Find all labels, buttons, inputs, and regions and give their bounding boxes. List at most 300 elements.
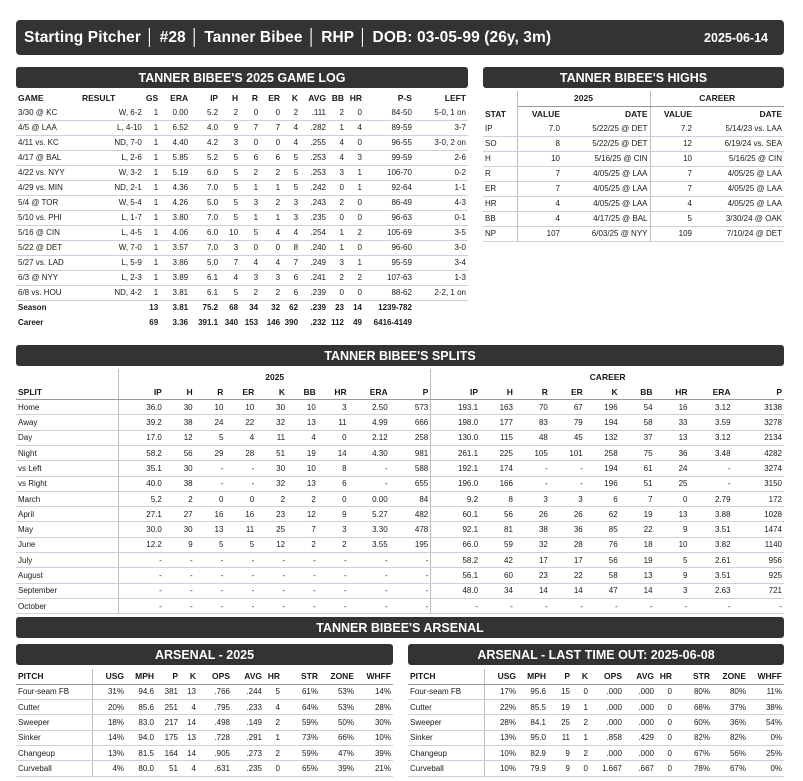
table-cell: 1 [260, 210, 282, 225]
table-cell: 95.6 [518, 684, 548, 699]
table-cell: - [318, 598, 349, 613]
table-cell: 22 [225, 415, 256, 430]
table-row [16, 507, 784, 522]
table-row [408, 761, 784, 776]
arsenal-season-table [16, 669, 393, 777]
table-cell [414, 300, 468, 315]
table-cell: 80% [712, 684, 748, 699]
table-cell: W, 5-4 [80, 195, 144, 210]
table-cell: 2 [260, 165, 282, 180]
table-cell: Cutter [16, 700, 92, 715]
table-cell: 5 [220, 180, 240, 195]
table-cell: 29 [195, 445, 226, 460]
table-cell: 30.0 [119, 522, 164, 537]
column-header: AVG [624, 669, 656, 684]
table-cell: 4/05/25 @ LAA [694, 196, 784, 211]
table-cell: 478 [390, 522, 431, 537]
table-cell: 1 [240, 180, 260, 195]
table-cell: 2 [240, 165, 260, 180]
arsenal-title: TANNER BIBEE'S ARSENAL [316, 620, 484, 635]
table-cell: 13 [195, 522, 226, 537]
table-row [483, 181, 784, 196]
table-cell: 92-64 [364, 180, 414, 195]
table-row [408, 745, 784, 760]
table-cell: .631 [198, 761, 232, 776]
table-cell: - [689, 598, 732, 613]
table-cell: 12 [650, 136, 694, 151]
table-cell: Sinker [408, 730, 484, 745]
table-cell: 60 [480, 568, 515, 583]
table-cell: 0 [656, 761, 674, 776]
table-cell: 3 [328, 165, 346, 180]
table-row [16, 568, 784, 583]
column-header: DATE [562, 106, 650, 121]
table-cell: 194 [585, 461, 620, 476]
table-cell: 30 [164, 522, 195, 537]
table-cell: 64% [282, 700, 320, 715]
table-cell: 5-0, 1 on [414, 105, 468, 120]
column-header: P [548, 669, 572, 684]
table-cell: 0 [240, 240, 260, 255]
table-cell: IP [483, 121, 517, 136]
table-row [16, 270, 468, 285]
table-cell: Four-seam FB [408, 684, 484, 699]
table-cell: 3-0 [414, 240, 468, 255]
table-cell: 6/8 vs. HOU [16, 285, 80, 300]
table-cell: 0 [264, 761, 282, 776]
highs-group-2025: 2025 [517, 91, 650, 106]
table-cell: 4 [287, 430, 318, 445]
table-cell: 5.2 [190, 105, 220, 120]
table-cell: 2 [264, 745, 282, 760]
table-cell: 9 [318, 507, 349, 522]
table-cell: - [287, 568, 318, 583]
table-cell: 981 [390, 445, 431, 460]
table-cell: 4 [328, 150, 346, 165]
table-cell: 2 [264, 715, 282, 730]
column-header: RESULT [81, 93, 116, 103]
table-cell: 0 [328, 210, 346, 225]
table-cell: Sweeper [16, 715, 92, 730]
table-cell: 3-4 [414, 255, 468, 270]
column-header: OPS [590, 669, 624, 684]
table-cell: - [287, 553, 318, 568]
table-cell: 4 [260, 225, 282, 240]
table-cell: 5/27 vs. LAD [16, 255, 80, 270]
table-cell: 11 [318, 415, 349, 430]
table-cell: 194 [585, 415, 620, 430]
table-cell: 10% [356, 730, 393, 745]
table-cell: 3.36 [172, 318, 189, 327]
table-cell: 35.1 [119, 461, 164, 476]
table-cell: 7 [287, 522, 318, 537]
table-cell: 3.12 [689, 400, 732, 415]
table-cell: 2 [260, 285, 282, 300]
table-cell: 1 [144, 270, 160, 285]
table-cell: 14 [620, 583, 655, 598]
table-row [16, 684, 393, 699]
table-cell: 3 [260, 270, 282, 285]
table-cell: 5 [195, 537, 226, 552]
table-cell: 2 [572, 745, 590, 760]
highs-section [483, 91, 784, 242]
column-header: R [195, 384, 226, 399]
table-cell: 174 [480, 461, 515, 476]
table-cell: 89-59 [364, 120, 414, 135]
table-cell: 7.2 [650, 121, 694, 136]
highs-title: TANNER BIBEE'S HIGHS [559, 70, 708, 85]
table-row [16, 598, 784, 613]
table-cell: - [225, 568, 256, 583]
table-cell: 5/16/25 @ CIN [562, 151, 650, 166]
table-cell: - [164, 568, 195, 583]
table-cell: - [480, 598, 515, 613]
table-cell: 6 [240, 150, 260, 165]
table-row [16, 553, 784, 568]
table-cell: - [195, 461, 226, 476]
table-cell: 9.2 [431, 491, 480, 506]
table-cell: 23 [515, 568, 550, 583]
table-cell: 6 [585, 491, 620, 506]
table-cell: W, 6-2 [80, 105, 144, 120]
table-cell: 666 [390, 415, 431, 430]
table-cell: 4 [260, 255, 282, 270]
table-cell: 67% [712, 761, 748, 776]
table-cell: - [349, 476, 390, 491]
table-cell: 6 [260, 150, 282, 165]
table-cell: Cutter [408, 700, 484, 715]
table-row [16, 120, 468, 135]
table-cell: 56 [585, 553, 620, 568]
table-cell: 3.82 [689, 537, 732, 552]
table-cell: 0 [318, 430, 349, 445]
table-cell: 7 [650, 181, 694, 196]
table-cell: 105 [515, 445, 550, 460]
table-cell: 0.00 [160, 105, 190, 120]
table-cell: 16 [225, 507, 256, 522]
table-row [16, 761, 393, 776]
table-cell: 1-3 [414, 270, 468, 285]
table-cell: 30% [356, 715, 393, 730]
table-cell: 51 [256, 445, 287, 460]
table-cell: 4/05/25 @ LAA [694, 181, 784, 196]
table-cell: 6 [282, 270, 300, 285]
table-cell: 83 [515, 415, 550, 430]
table-cell: .240 [300, 240, 328, 255]
table-cell: 73% [282, 730, 320, 745]
table-cell: 58 [585, 568, 620, 583]
header-row [16, 91, 468, 105]
table-cell: 3-0, 2 on [414, 135, 468, 150]
table-cell: 0 [656, 730, 674, 745]
table-cell: 81 [480, 522, 515, 537]
table-cell: - [390, 598, 431, 613]
column-header: STR [674, 669, 712, 684]
table-cell: 85 [585, 522, 620, 537]
column-header: VALUE [531, 108, 560, 119]
table-cell: 4 [264, 700, 282, 715]
table-cell: 10 [225, 400, 256, 415]
table-cell: 28% [356, 700, 393, 715]
table-cell: 6.1 [190, 285, 220, 300]
table-cell: 80.0 [126, 761, 156, 776]
table-cell: 0 [656, 684, 674, 699]
table-cell: W, 7-0 [80, 240, 144, 255]
table-cell: 3 [655, 583, 690, 598]
table-cell: 33 [655, 415, 690, 430]
table-cell: 13 [180, 684, 198, 699]
table-cell: 19 [287, 445, 318, 460]
column-header: BB [287, 384, 318, 399]
table-cell: ND, 7-0 [80, 135, 144, 150]
table-cell: .253 [300, 165, 328, 180]
table-cell: 4 [180, 761, 198, 776]
table-cell: - [689, 461, 732, 476]
table-cell: 5/22/25 @ DET [562, 136, 650, 151]
table-cell: 3.80 [160, 210, 190, 225]
table-cell: 26 [515, 507, 550, 522]
table-cell: 7.0 [190, 180, 220, 195]
table-cell: 2 [282, 105, 300, 120]
table-cell: 10 [195, 400, 226, 415]
table-cell: 195 [390, 537, 431, 552]
table-row [16, 445, 784, 460]
table-cell: 5 [655, 553, 690, 568]
table-cell: 92.1 [431, 522, 480, 537]
table-cell: 3.55 [349, 537, 390, 552]
table-cell: Sinker [16, 730, 92, 745]
table-cell: 14 [346, 300, 364, 315]
table-cell: 81.5 [126, 745, 156, 760]
table-cell: 3.48 [689, 445, 732, 460]
table-cell: 11 [256, 430, 287, 445]
table-cell: .498 [198, 715, 232, 730]
table-cell: 1 [240, 210, 260, 225]
table-cell: 27 [164, 507, 195, 522]
table-cell: - [195, 598, 226, 613]
table-cell: 5/16/25 @ CIN [694, 151, 784, 166]
table-cell: 4 [180, 700, 198, 715]
table-cell: June [16, 537, 119, 552]
table-cell: 5/4 @ TOR [16, 195, 80, 210]
splits-group-2025: 2025 [119, 369, 431, 384]
table-cell: March [16, 491, 119, 506]
table-cell: .241 [300, 270, 328, 285]
table-cell: April [16, 507, 119, 522]
column-header: ER [268, 93, 281, 103]
column-header: SPLIT [16, 384, 119, 399]
column-header: BB [620, 384, 655, 399]
table-cell: 9 [548, 761, 572, 776]
column-header: P [390, 384, 431, 399]
table-cell [80, 315, 144, 330]
table-cell: 6 [318, 476, 349, 491]
table-cell: 196.0 [431, 476, 480, 491]
table-cell: 53% [320, 700, 356, 715]
column-header: GS [145, 93, 159, 103]
table-cell: 47% [320, 745, 356, 760]
table-cell: 37 [620, 430, 655, 445]
table-cell: 4 [650, 196, 694, 211]
table-cell: 1 [144, 105, 160, 120]
table-cell: 4/17/25 @ BAL [562, 211, 650, 226]
column-header: R [251, 93, 259, 103]
table-cell: 4282 [733, 445, 784, 460]
gamelog-title-bar [16, 67, 468, 88]
table-row [408, 684, 784, 699]
table-cell: 19 [548, 700, 572, 715]
table-cell: 9 [164, 537, 195, 552]
table-cell: 59% [282, 715, 320, 730]
column-header: IP [119, 384, 164, 399]
table-cell: 13 [287, 476, 318, 491]
table-cell: 1 [144, 225, 160, 240]
table-cell: 62 [282, 300, 300, 315]
table-cell: - [550, 461, 585, 476]
table-cell: 4/29 vs. MIN [16, 180, 80, 195]
table-cell: - [119, 553, 164, 568]
table-cell: - [256, 553, 287, 568]
table-cell: 4 [282, 225, 300, 240]
table-cell: 258 [585, 445, 620, 460]
table-cell: 1 [264, 730, 282, 745]
table-cell: NP [483, 226, 517, 241]
table-cell: 130.0 [431, 430, 480, 445]
table-cell: 0 [656, 715, 674, 730]
table-cell: 5.19 [160, 165, 190, 180]
table-cell: 15 [548, 684, 572, 699]
table-cell: 82.9 [518, 745, 548, 760]
column-header: STR [282, 669, 320, 684]
table-cell: 132 [585, 430, 620, 445]
table-row [483, 196, 784, 211]
table-cell: .282 [300, 120, 328, 135]
table-cell: 2 [346, 270, 364, 285]
table-cell: 76 [585, 537, 620, 552]
table-cell: 4 [346, 120, 364, 135]
table-cell: 1 [144, 255, 160, 270]
column-header: HR [264, 669, 282, 684]
table-cell: 3.59 [689, 415, 732, 430]
table-row [16, 255, 468, 270]
table-cell: 38 [515, 522, 550, 537]
table-cell: - [195, 568, 226, 583]
table-cell: 3150 [733, 476, 784, 491]
column-header: H [164, 384, 195, 399]
gamelog-title: TANNER BIBEE'S 2025 GAME LOG [138, 70, 346, 85]
column-header: ERA [170, 93, 189, 103]
header-row [408, 669, 784, 684]
table-cell: 193.1 [431, 400, 480, 415]
table-cell: 0 [656, 700, 674, 715]
column-header: LEFT [444, 93, 466, 103]
table-cell: 3.51 [689, 568, 732, 583]
table-cell: 32 [260, 300, 282, 315]
table-cell: 106-70 [364, 165, 414, 180]
table-cell: 2 [572, 715, 590, 730]
table-cell: 56.1 [431, 568, 480, 583]
column-header: K [585, 384, 620, 399]
table-cell: 10% [484, 745, 518, 760]
column-header: WHFF [748, 669, 784, 684]
table-cell: 10 [287, 400, 318, 415]
table-cell: 192.1 [431, 461, 480, 476]
table-cell: 5/10 vs. PHI [16, 210, 80, 225]
table-cell: 956 [733, 553, 784, 568]
table-cell: 4 [517, 196, 562, 211]
table-cell: 3 [220, 240, 240, 255]
table-cell: .235 [232, 761, 264, 776]
table-cell: 22% [484, 700, 518, 715]
column-header: ZONE [712, 669, 748, 684]
table-cell: 3 [328, 255, 346, 270]
arsenal-title-bar [16, 617, 784, 638]
table-cell: 59 [480, 537, 515, 552]
table-cell: 2 [287, 491, 318, 506]
table-cell: - [515, 461, 550, 476]
table-cell: BB [483, 211, 517, 226]
table-cell: 4 [225, 430, 256, 445]
table-cell: L, 5-9 [80, 255, 144, 270]
table-cell: 65% [282, 761, 320, 776]
table-cell: 80% [674, 684, 712, 699]
table-cell: 14 [318, 445, 349, 460]
table-cell: 3278 [733, 415, 784, 430]
table-cell: 13 [287, 415, 318, 430]
column-header: AVG [232, 669, 264, 684]
table-cell: 16 [195, 507, 226, 522]
table-cell: August [16, 568, 119, 583]
table-row [483, 226, 784, 241]
table-cell: 86-49 [364, 195, 414, 210]
table-cell: 32 [515, 537, 550, 552]
table-row [16, 225, 468, 240]
table-cell: 4/05/25 @ LAA [562, 181, 650, 196]
table-cell: 66% [320, 730, 356, 745]
table-cell: 225 [480, 445, 515, 460]
table-cell: .111 [300, 105, 328, 120]
table-cell: 3.30 [349, 522, 390, 537]
table-cell: HR [483, 196, 517, 211]
table-cell: 153 [244, 318, 259, 327]
table-cell: Curveball [408, 761, 484, 776]
table-cell: 54% [748, 715, 784, 730]
table-cell: 5.2 [190, 150, 220, 165]
table-cell: 5 [225, 537, 256, 552]
table-cell: 84-50 [364, 105, 414, 120]
table-cell: 0 [572, 761, 590, 776]
table-cell: May [16, 522, 119, 537]
table-cell: 482 [390, 507, 431, 522]
table-cell: 5 [282, 165, 300, 180]
column-header: HR [655, 384, 690, 399]
table-cell: .149 [232, 715, 264, 730]
table-cell: - [318, 583, 349, 598]
table-cell: 2 [256, 491, 287, 506]
table-cell: - [515, 598, 550, 613]
table-cell: 3.89 [160, 270, 190, 285]
gamelog-table [16, 91, 468, 330]
table-cell: L, 4-10 [80, 120, 144, 135]
splits-table [16, 369, 784, 614]
table-cell: 45 [550, 430, 585, 445]
table-cell: Four-seam FB [16, 684, 92, 699]
table-cell: Changeup [16, 745, 92, 760]
table-cell: 6416-4149 [373, 318, 412, 327]
table-cell: 10% [484, 761, 518, 776]
table-cell: - [390, 553, 431, 568]
table-cell: 40.0 [119, 476, 164, 491]
